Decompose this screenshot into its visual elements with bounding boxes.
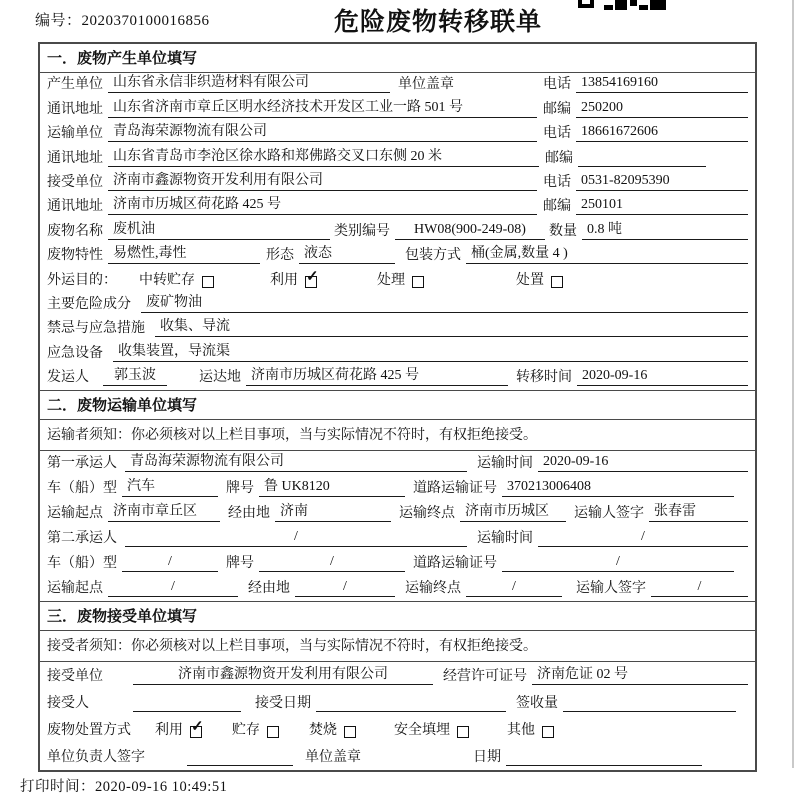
route-via-value-2: / [295,579,395,597]
producer-unit-label: 产生单位 [47,77,103,93]
transfer-time-label: 转移时间 [516,370,572,386]
form-state-label: 形态 [266,248,294,264]
route-end-value-1: 济南市历城区 [460,500,566,522]
section-producer-title: 一．废物产生单位填写 [40,44,755,73]
address-label-3: 通讯地址 [47,199,103,215]
form-title: 危险废物转移联单 [334,8,543,36]
disposal-option-use [155,719,202,739]
route-row-2 [40,576,755,601]
producer-unit-row [40,73,755,97]
unit-stamp-label-2: 单位盖章 [305,750,361,766]
route-via-label-1: 经由地 [228,506,270,522]
route-via-value-1: 济南 [275,500,391,522]
transfer-time-value: 2020-09-16 [577,368,748,386]
category-code-label: 类别编号 [334,223,390,239]
carrier-sign-label-1: 运输人签字 [574,506,644,522]
second-carrier-value: / [125,529,467,547]
route-via-label-2: 经由地 [248,581,290,597]
waste-name-label: 废物名称 [47,223,103,239]
phone-value-3: 0531-82095390 [576,173,748,191]
emergency-equip-label: 应急设备 [47,345,103,361]
address-label-2: 通讯地址 [47,150,103,166]
disposal-use-label: 利用 [155,723,183,739]
emergency-equip-row [40,341,755,365]
purpose-use-checkbox [305,276,317,288]
waste-character-row [40,244,755,268]
print-time-value: 2020-09-16 10:49:51 [95,779,228,796]
waste-character-value: 易燃性,毒性 [108,242,260,264]
hazard-component-label: 主要危险成分 [47,296,131,312]
purpose-dispose-checkbox [551,276,563,288]
first-carrier-label: 第一承运人 [47,456,117,472]
zip-label-2: 邮编 [545,150,573,166]
road-cert-label-1: 道路运输证号 [413,481,497,497]
address-value-2: 山东省青岛市李沧区徐水路和郑佛路交叉口东侧 20 米 [108,145,539,167]
route-end-value-2: / [466,579,562,597]
disposal-option-other [507,719,554,739]
date-value [506,764,702,766]
signed-qty-value [563,710,736,712]
receiving-unit-value: 济南市鑫源物资开发利用有限公司 [133,663,433,685]
route-start-value-2: / [108,579,238,597]
vehicle-type-value-2: / [122,554,218,572]
address-label-1: 通讯地址 [47,101,103,117]
transporter-unit-row [40,122,755,146]
receiving-unit-row [40,662,755,689]
disposal-option-burn [309,719,356,739]
purpose-option-dispose [516,269,563,289]
section-transporter [40,390,755,601]
second-carrier-row [40,526,755,551]
receiver-address-row [40,195,755,219]
disposal-store-checkbox [267,726,279,738]
license-value: 济南危证 02 号 [532,663,748,685]
phone-label-2: 电话 [543,126,571,142]
unit-stamp-label: 单位盖章 [398,77,454,93]
road-cert-label-2: 道路运输证号 [413,556,497,572]
emergency-equip-value: 收集装置，导流渠 [113,340,748,362]
disposal-landfill-checkbox [457,726,469,738]
plate-label-1: 牌号 [226,481,254,497]
transport-time-value-1: 2020-09-16 [538,454,748,472]
category-code-value: HW08(900-249-08) [395,222,545,240]
receiving-person-value [133,710,241,712]
purpose-dispose-label: 处置 [516,272,544,288]
vehicle-type-label-1: 车（船）型 [47,481,117,497]
receiving-person-row [40,689,755,716]
carrier-sign-value-2: / [651,579,748,597]
phone-value-1: 13854169160 [576,75,748,93]
serial-value: 2020370100016856 [81,13,210,29]
section-receiver [40,601,755,770]
receive-date-label: 接受日期 [255,696,311,712]
packing-value: 桶(金属,数量 4 ) [466,242,748,264]
zip-label-3: 邮编 [543,199,571,215]
packing-label: 包装方式 [405,248,461,264]
transport-time-label-2: 运输时间 [477,531,533,547]
page-edge-line [792,0,794,768]
destination-label: 运达地 [199,370,241,386]
section-producer [40,44,755,390]
transfer-purpose-row [40,268,755,292]
transporter-notice: 运输者须知：你必须核对以上栏目事项，当与实际情况不符时，有权拒绝接受。 [40,420,755,451]
shipper-label: 发运人 [47,370,89,386]
signed-qty-label: 签收量 [516,696,558,712]
road-cert-value-2: / [502,554,734,572]
disposal-store-label: 贮存 [232,723,260,739]
zip-value-3: 250101 [576,197,748,215]
responsible-sign-row [40,743,755,770]
road-cert-value-1: 370213006408 [502,479,734,497]
vehicle-row-2 [40,551,755,576]
disposal-burn-checkbox [344,726,356,738]
date-label: 日期 [473,750,501,766]
destination-value: 济南市历城区荷花路 425 号 [246,364,508,386]
taboo-measures-value: 收集、导流 [155,315,748,337]
phone-label-1: 电话 [543,77,571,93]
taboo-measures-label: 禁忌与应急措施 [47,321,145,337]
receiving-person-label: 接受人 [47,696,89,712]
section-transporter-title: 二．废物运输单位填写 [40,391,755,420]
transfer-purpose-label: 外运目的： [47,272,117,288]
purpose-use-label: 利用 [270,272,298,288]
transporter-address-row [40,146,755,170]
license-label: 经营许可证号 [443,669,527,685]
receiver-unit-label: 接受单位 [47,174,103,190]
producer-unit-value: 山东省永信非织造材料有限公司 [108,71,390,93]
carrier-sign-value-1: 张春雷 [649,500,748,522]
serial-number [35,9,210,30]
route-start-label-1: 运输起点 [47,506,103,522]
route-end-label-2: 运输终点 [405,581,461,597]
receiver-notice: 接受者须知：你必须核对以上栏目事项，当与实际情况不符时，有权拒绝接受。 [40,631,755,662]
purpose-option-treat [377,269,424,289]
route-start-value-1: 济南市章丘区 [108,500,220,522]
transporter-unit-label: 运输单位 [47,126,103,142]
transporter-unit-value: 青岛海荣源物流有限公司 [108,120,537,142]
shipper-value: 郭玉波 [103,364,167,386]
disposal-landfill-label: 安全填埋 [394,723,450,739]
purpose-option-use [270,269,317,289]
hazard-component-value: 废矿物油 [141,291,748,313]
receiver-unit-value: 济南市鑫源物资开发利用有限公司 [108,169,537,191]
transport-time-label-1: 运输时间 [477,456,533,472]
responsible-sign-value [187,764,293,766]
waste-name-row [40,219,755,243]
print-time [20,775,796,796]
section-receiver-title: 三．废物接受单位填写 [40,602,755,631]
plate-value-1: 鲁 UK8120 [259,475,405,497]
responsible-sign-label: 单位负责人签字 [47,750,145,766]
taboo-measures-row [40,317,755,341]
purpose-treat-label: 处理 [377,272,405,288]
waste-character-label: 废物特性 [47,248,103,264]
zip-value-2 [578,165,706,167]
disposal-other-checkbox [542,726,554,738]
purpose-storage-label: 中转贮存 [139,272,195,288]
carrier-sign-label-2: 运输人签字 [576,581,646,597]
vehicle-type-value-1: 汽车 [122,475,218,497]
zip-value-1: 250200 [576,100,748,118]
receive-date-value [316,710,506,712]
receiver-unit-row [40,171,755,195]
route-end-label-1: 运输终点 [399,506,455,522]
disposal-method-row [40,716,755,743]
quantity-value: 0.8 吨 [582,218,748,240]
first-carrier-row [40,451,755,476]
qr-code-partial [578,0,670,10]
manifest-form [38,42,757,772]
disposal-option-store [232,719,279,739]
receiving-unit-label: 接受单位 [47,669,103,685]
purpose-storage-checkbox [202,276,214,288]
vehicle-row-1 [40,476,755,501]
print-time-label: 打印时间： [20,779,95,796]
quantity-label: 数量 [549,223,577,239]
route-start-label-2: 运输起点 [47,581,103,597]
phone-value-2: 18661672606 [576,124,748,142]
shipper-row [40,366,755,390]
second-carrier-label: 第二承运人 [47,531,117,547]
address-value-1: 山东省济南市章丘区明水经济技术开发区工业一路 501 号 [108,96,537,118]
purpose-option-storage [139,269,214,289]
disposal-option-landfill [394,719,469,739]
producer-address-row [40,97,755,121]
serial-label: 编号： [35,13,82,29]
waste-name-value: 废机油 [108,218,330,240]
disposal-other-label: 其他 [507,723,535,739]
first-carrier-value: 青岛海荣源物流有限公司 [125,450,467,472]
hazard-component-row [40,293,755,317]
form-state-value: 液态 [299,242,395,264]
purpose-treat-checkbox [412,276,424,288]
disposal-burn-label: 焚烧 [309,723,337,739]
plate-label-2: 牌号 [226,556,254,572]
disposal-use-checkbox [190,726,202,738]
transport-time-value-2: / [538,529,748,547]
disposal-method-label: 废物处置方式 [47,723,131,739]
address-value-3: 济南市历城区荷花路 425 号 [108,193,537,215]
vehicle-type-label-2: 车（船）型 [47,556,117,572]
phone-label-3: 电话 [543,174,571,190]
plate-value-2: / [259,554,405,572]
route-row-1 [40,501,755,526]
zip-label-1: 邮编 [543,101,571,117]
document-header [0,0,796,42]
